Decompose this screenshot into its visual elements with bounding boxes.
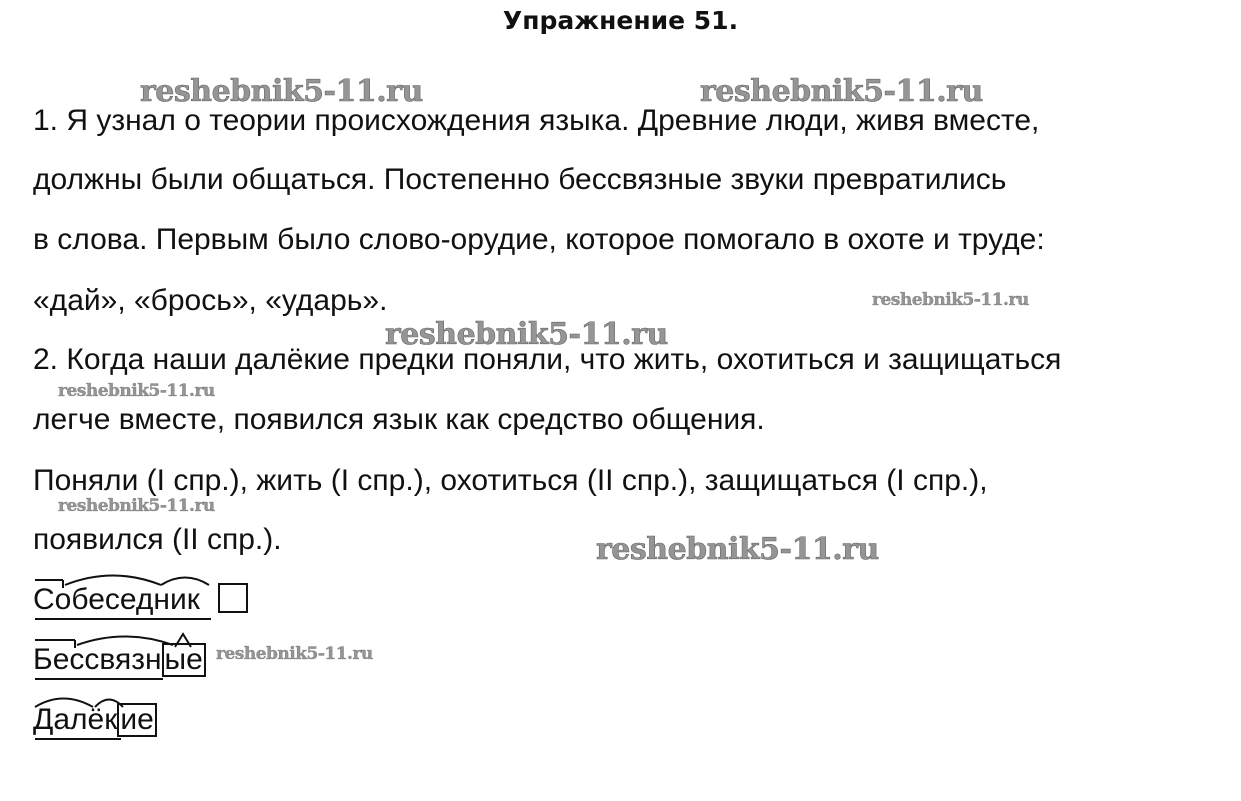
text-line-8: появился (II спр.). <box>33 523 282 556</box>
watermark: reshebnik5-11.ru <box>700 74 983 109</box>
root-arc <box>77 637 173 646</box>
suffix-arc <box>95 700 123 708</box>
text-line-6: легче вместе, появился язык как средство общения. <box>33 403 765 436</box>
morpheme-word-3 <box>33 702 157 738</box>
root-arc <box>65 576 161 586</box>
morpheme-word-2 <box>33 642 206 678</box>
suffix-mark <box>175 634 191 647</box>
text-line-7: Поняли (I спр.), жить (I спр.), охотиться (II спр.), защищаться (I спр.), <box>33 464 988 497</box>
text-line-1: 1. Я узнал о теории происхождения языка. Древние люди, живя вместе, <box>33 104 1040 137</box>
text-line-4: «дай», «брось», «ударь». <box>33 284 388 317</box>
exercise-title: Упражнение 51. <box>502 6 739 35</box>
ending-box: ые <box>162 643 206 677</box>
text-line-2: должны были общаться. Постепенно бессвязные звуки превратились <box>33 163 1007 196</box>
watermark: reshebnik5-11.ru <box>140 74 423 109</box>
watermark: reshebnik5-11.ru <box>58 496 215 516</box>
text-line-3: в слова. Первым было слово-орудие, которое помогало в охоте и труде: <box>33 223 1045 256</box>
morpheme-marks <box>33 582 223 622</box>
word-stem-dalyok: Далёк <box>33 703 118 736</box>
morpheme-word-text <box>33 582 200 618</box>
word-stem-bessvyazn: Бессвязн <box>33 643 162 676</box>
watermark: reshebnik5-11.ru <box>58 381 215 401</box>
suffix-arc <box>161 578 209 586</box>
watermark: reshebnik5-11.ru <box>385 317 668 352</box>
morpheme-marks <box>33 702 173 742</box>
morpheme-marks <box>33 642 213 682</box>
watermark: reshebnik5-11.ru <box>872 290 1029 310</box>
morpheme-word-1 <box>33 582 248 618</box>
watermark: reshebnik5-11.ru <box>216 644 373 664</box>
word-sobesednik: Собеседник <box>33 583 200 616</box>
morpheme-word-text <box>33 642 206 678</box>
morpheme-word-text <box>33 702 157 738</box>
ending-box: ие <box>117 703 156 737</box>
watermark: reshebnik5-11.ru <box>596 532 879 567</box>
root-arc <box>35 699 93 708</box>
text-line-5: 2. Когда наши далёкие предки поняли, что жить, охотиться и защищаться <box>33 343 1062 376</box>
